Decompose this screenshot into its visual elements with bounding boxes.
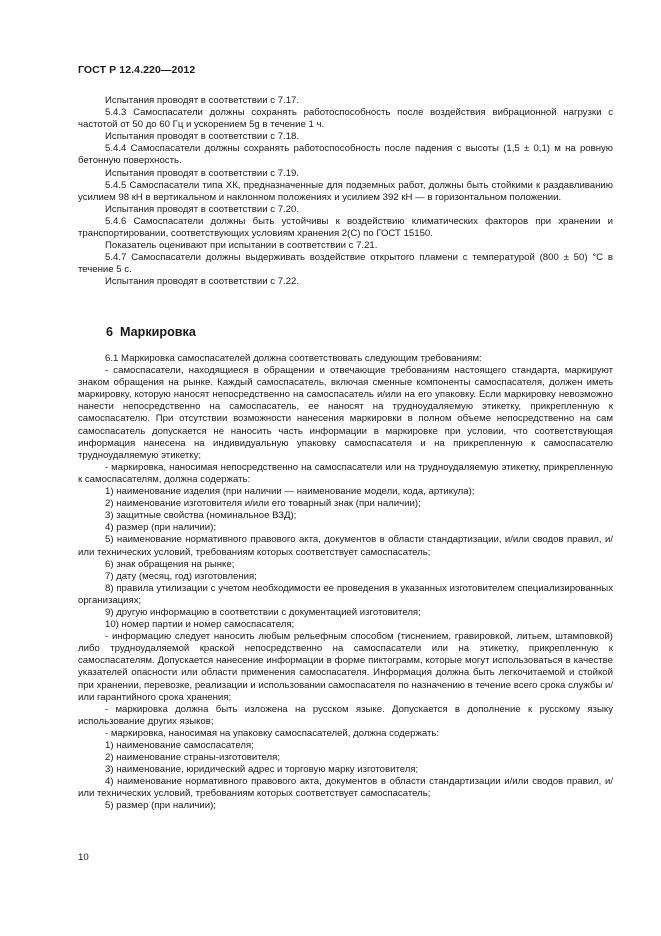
- page-number: 10: [78, 852, 89, 863]
- list-item: - самоспасатели, находящиеся в обращении и отвечающие требованиям настоящего стандарта, маркируют знаком обращения на рынке. Каждый самоспасатель, включая сменные компоненты самоспасателя, должен иметь маркировку, которую наносят непосредственно на самоспасатель и/или на его упаковку. Если маркировку невозможно нанести непосредственно на самоспасатель, ее наносят на трудноудаляемую этикетку, прикрепленную к самоспасателю. При отсутствии возможности нанесения маркировки в полном объеме непосредственно на сам самоспасатель допускается не наносить часть информации в маркировке при условии, что соответствующая информация нанесена на индивидуальную упаковку самоспасателя и на прикрепленную к самоспасателю трудноудаляемую этикетку;: [78, 365, 613, 461]
- paragraph: Испытания проводят в соответствии с 7.22.: [105, 276, 300, 288]
- paragraph: Испытания проводят в соответствии с 7.20.: [105, 203, 300, 215]
- list-item: 4) размер (при наличии);: [105, 522, 217, 534]
- section-6-text: [78, 353, 613, 813]
- paragraph: Испытания проводят в соответствии с 7.17.: [105, 95, 300, 106]
- list-item: 4) наименование нормативного правового акта, документов в области стандартизации и/или сводов правил, и/или технических условий, требованиям которых соответствует самоспасатель;: [78, 776, 613, 800]
- document-header: ГОСТ Р 12.4.220—2012: [78, 64, 196, 76]
- paragraph: 6.1 Маркировка самоспасателей должна соответствовать следующим требованиям:: [105, 353, 482, 364]
- list-item: 8) правила утилизации с учетом необходимости ее проведения в указанных изготовителем специализированных организациях;: [78, 582, 613, 606]
- list-item: 10) номер партии и номер самоспасателя;: [105, 619, 295, 631]
- list-item: 3) защитные свойства (номинальное ВЗД);: [105, 510, 297, 522]
- list-item: 2) наименование страны-изготовителя;: [105, 752, 280, 764]
- list-item: 6) знак обращения на рынке;: [105, 558, 235, 570]
- list-item: - маркировка, наносимая на упаковку самоспасателей, должна содержать:: [105, 727, 440, 739]
- list-item: - маркировка, наносимая непосредственно на самоспасатели или на трудноудаляемую этикетку, прикрепленную к самоспасателям, должна содержать:: [78, 461, 613, 485]
- paragraph: 5.4.6 Самоспасатели должны быть устойчивы к воздействию климатических факторов при хранении и транспортировании, соответствующих условиям хранения 2(С) по ГОСТ 15150.: [78, 215, 613, 240]
- paragraph: Испытания проводят в соответствии с 7.19.: [105, 167, 300, 179]
- section-title-text: Маркировка: [120, 325, 196, 339]
- list-item: 1) наименование изделия (при наличии — наименование модели, кода, артикула);: [105, 486, 475, 498]
- paragraph: 5.4.7 Самоспасатели должны выдерживать воздействие открытого пламени с температурой (800 ± 50) °С в течение 5 с.: [78, 252, 613, 276]
- section-heading: [106, 325, 196, 339]
- paragraph: 5.4.3 Самоспасатели должны сохранять работоспособность после воздействия вибрационной нагрузки с частотой от 50 до 60 Гц и ускорением 5g в течение 1 ч.: [78, 107, 613, 131]
- list-item: - маркировка должна быть изложена на русском языке. Допускается в дополнение к русскому языку использование других языков;: [78, 703, 613, 727]
- section-5-text: [78, 95, 613, 289]
- list-item: 3) наименование, юридический адрес и торговую марку изготовителя;: [105, 764, 419, 776]
- paragraph: Испытания проводят в соответствии с 7.18.: [105, 131, 300, 143]
- list-item: 7) дату (месяц, год) изготовления;: [105, 570, 257, 582]
- paragraph: 5.4.5 Самоспасатели типа ХК, предназначенные для подземных работ, должны быть стойкими к раздавливанию усилием 98 кН в вертикальном и наклонном положениях и усилием 392 кН — в горизонтальном положении.: [78, 179, 613, 203]
- section-number: 6: [106, 325, 114, 339]
- paragraph: Показатель оценивают при испытании в соответствии с 7.21.: [105, 240, 378, 252]
- list-item: 1) наименование самоспасателя;: [105, 740, 254, 751]
- list-item: 2) наименование изготовителя и/или его товарный знак (при наличии);: [105, 498, 421, 510]
- list-item: 5) размер (при наличии);: [105, 800, 217, 812]
- list-item: 9) другую информацию в соответствии с документацией изготовителя;: [105, 606, 421, 618]
- list-item: - информацию следует наносить любым рельефным способом (тиснением, гравировкой, литьем, штамповкой) либо трудноудаляемой краской непосредственно на самоспасатели или на этикетку, прикрепленную к самоспасателям. Допускается нанесение информации в форме пиктограмм, которые могут использоваться в качестве указателей опасности или области применения самоспасателя. Информация должна быть легкочитаемой и стойкой при хранении, перевозке, реализации и использовании самоспасателя по назначению в течение всего срока службы и/или гарантийного срока хранения;: [78, 631, 613, 703]
- list-item: 5) наименование нормативного правового акта, документов в области стандартизации, и/или сводов правил, и/или технических условий, требованиям которых соответствует самоспасатель;: [78, 534, 613, 558]
- paragraph: 5.4.4 Самоспасатели должны сохранять работоспособность после падения с высоты (1,5 ± 0,1) м на ровную бетонную поверхность.: [78, 143, 613, 167]
